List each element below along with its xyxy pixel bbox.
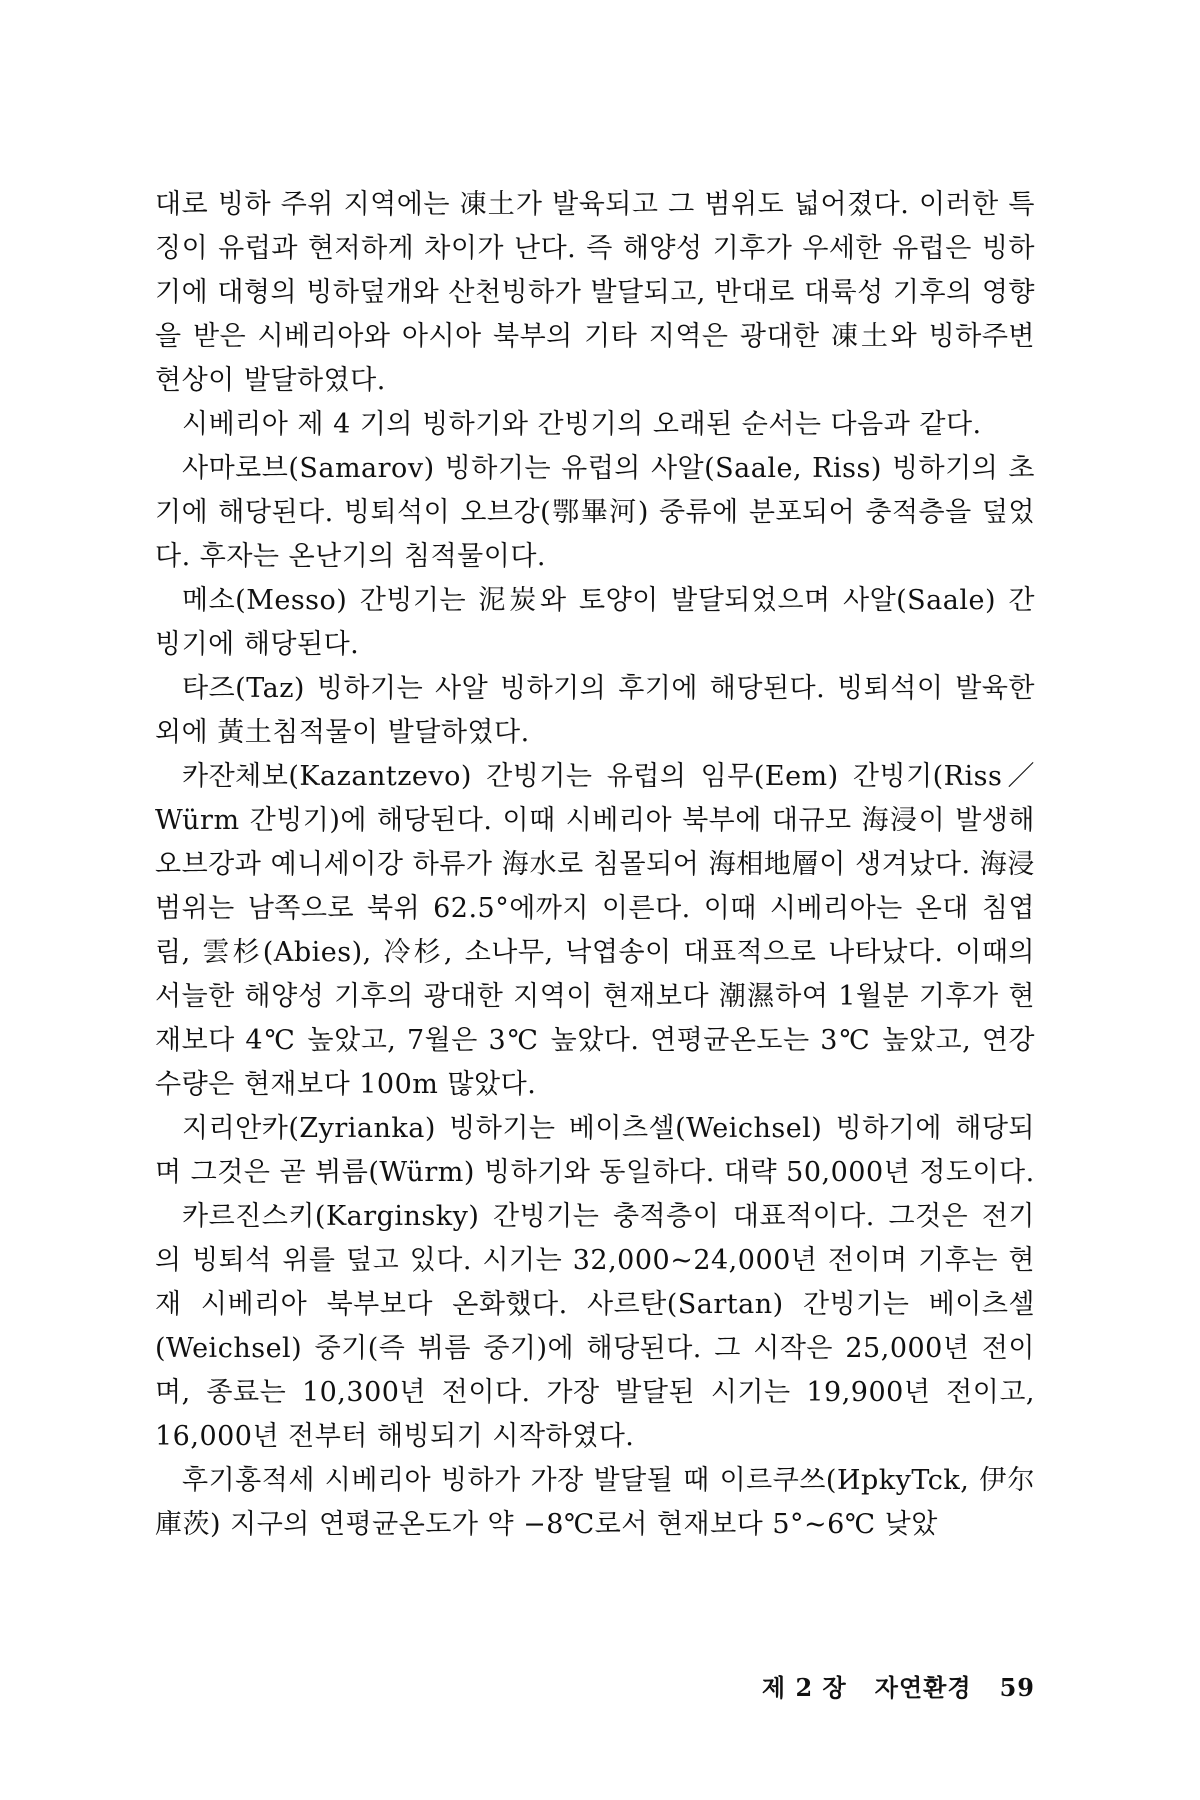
chapter-label: 제 2 장 <box>761 1673 847 1702</box>
page-footer <box>700 1668 1035 1703</box>
paragraph-8: 카르진스키(Karginsky) 간빙기는 충적층이 대표적이다. 그것은 전기의 빙퇴석 위를 덮고 있다. 시기는 32,000~24,000년 전이며 기후는 현재 시베리아 북부보다 온화했다. 사르탄(Sartan) 간빙기는 베이츠셀(Weichsel) 중기(즉 뷔름 중기)에 해당된다. 그 시작은 25,000년 전이며, 종료는 10,300년 전이다. 가장 발달된 시기는 19,900년 전이고, 16,000년 전부터 해빙되기 시작하였다. <box>155 1201 1035 1452</box>
paragraph-9: 후기홍적세 시베리아 빙하가 가장 발달될 때 이르쿠쓰(ИpkyTck, 伊尔庫茨) 지구의 연평균온도가 약 −8℃로서 현재보다 5°~6℃ 낮았 <box>155 1465 1035 1540</box>
page-number: 59 <box>999 1673 1035 1702</box>
paragraph-7: 지리안카(Zyrianka) 빙하기는 베이츠셀(Weichsel) 빙하기에 해당되며 그것은 곧 뷔름(Würm) 빙하기와 동일하다. 대략 50,000년 정도이다. <box>155 1113 1035 1188</box>
paragraph-2: 시베리아 제 4 기의 빙하기와 간빙기의 오래된 순서는 다음과 같다. <box>182 409 982 440</box>
paragraph-3: 사마로브(Samarov) 빙하기는 유럽의 사알(Saale, Riss) 빙하기의 초기에 해당된다. 빙퇴석이 오브강(鄂畢河) 중류에 분포되어 충적층을 덮었다. 후자는 온난기의 침적물이다. <box>155 453 1035 572</box>
body-text <box>155 183 1035 1547</box>
paragraph-4: 메소(Messo) 간빙기는 泥炭와 토양이 발달되었으며 사알(Saale) 간빙기에 해당된다. <box>155 585 1035 660</box>
chapter-title: 자연환경 <box>874 1673 972 1702</box>
paragraph-5: 타즈(Taz) 빙하기는 사알 빙하기의 후기에 해당된다. 빙퇴석이 발육한 외에 黃土침적물이 발달하였다. <box>155 673 1035 748</box>
paragraph-6: 카잔체보(Kazantzevo) 간빙기는 유럽의 임무(Eem) 간빙기(Riss／Würm 간빙기)에 해당된다. 이때 시베리아 북부에 대규모 海浸이 발생해 오브강과 예니세이강 하류가 海水로 침몰되어 海相地層이 생겨났다. 海浸범위는 남쪽으로 북위 62.5°에까지 이른다. 이때 시베리아는 온대 침엽림, 雲杉(Abies), 冷杉, 소나무, 낙엽송이 대표적으로 나타났다. 이때의 서늘한 해양성 기후의 광대한 지역이 현재보다 潮濕하여 1월분 기후가 현재보다 4℃ 높았고, 7월은 3℃ 높았다. 연평균온도는 3℃ 높았고, 연강수량은 현재보다 100m 많았다. <box>155 761 1035 1100</box>
paragraph-1: 대로 빙하 주위 지역에는 凍土가 발육되고 그 범위도 넓어졌다. 이러한 특징이 유럽과 현저하게 차이가 난다. 즉 해양성 기후가 우세한 유럽은 빙하기에 대형의 빙하덮개와 산천빙하가 발달되고, 반대로 대륙성 기후의 영향을 받은 시베리아와 아시아 북부의 기타 지역은 광대한 凍土와 빙하주변현상이 발달하였다. <box>155 189 1035 396</box>
